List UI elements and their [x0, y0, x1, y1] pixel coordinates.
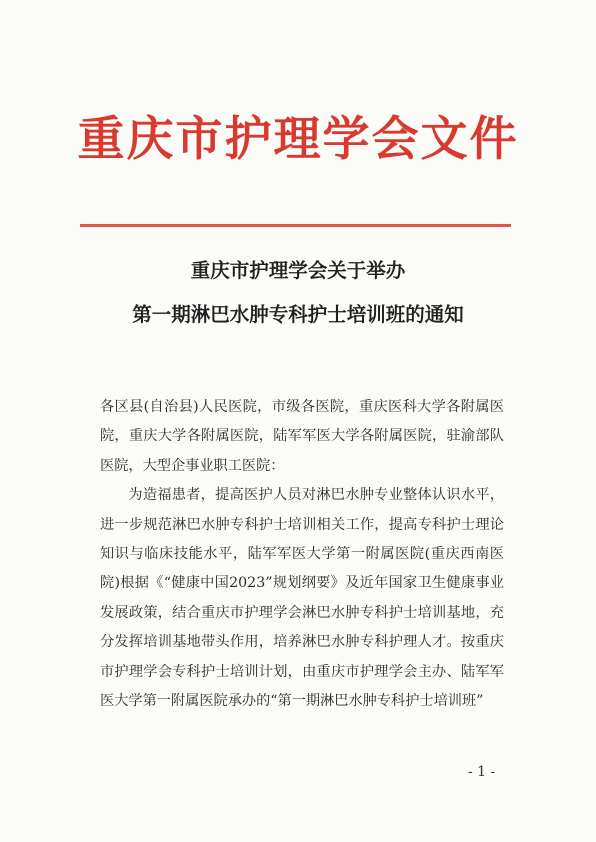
- notice-title-line-1: 重庆市护理学会关于举办: [190, 259, 406, 282]
- page-number: - 1 -: [468, 764, 496, 780]
- addressee-paragraph: 各区县(自治县)人民医院，市级各医院，重庆医科大学各附属医院，重庆大学各附属医院，陆军军医大学各附属医院，驻渝部队医院，大型企事业职工医院：: [100, 399, 504, 474]
- body-paragraph-1: 为造福患者，提高医护人员对淋巴水肿专业整体认识水平，进一步规范淋巴水肿专科护士培训相关工作，提高专科护士理论知识与临床技能水平，陆军军医大学第一附属医院(重庆西南医院)根据《“健康中国2023”规划纲要》及近年国家卫生健康事业发展政策，结合重庆市护理学会淋巴水肿专科护士培训基地，充分发挥培训基地带头作用，培养淋巴水肿专科护理人才。按重庆市护理学会专科护士培训计划，由重庆市护理学会主办、陆军军医大学第一附属医院承办的“第一期淋巴水肿专科护士培训班”: [100, 487, 504, 710]
- notice-body: [100, 393, 504, 716]
- document-masthead: 重庆市护理学会文件: [77, 112, 519, 167]
- red-divider-rule: [80, 224, 511, 227]
- notice-title-line-2: 第一期淋巴水肿专科护士培训班的通知: [132, 303, 464, 326]
